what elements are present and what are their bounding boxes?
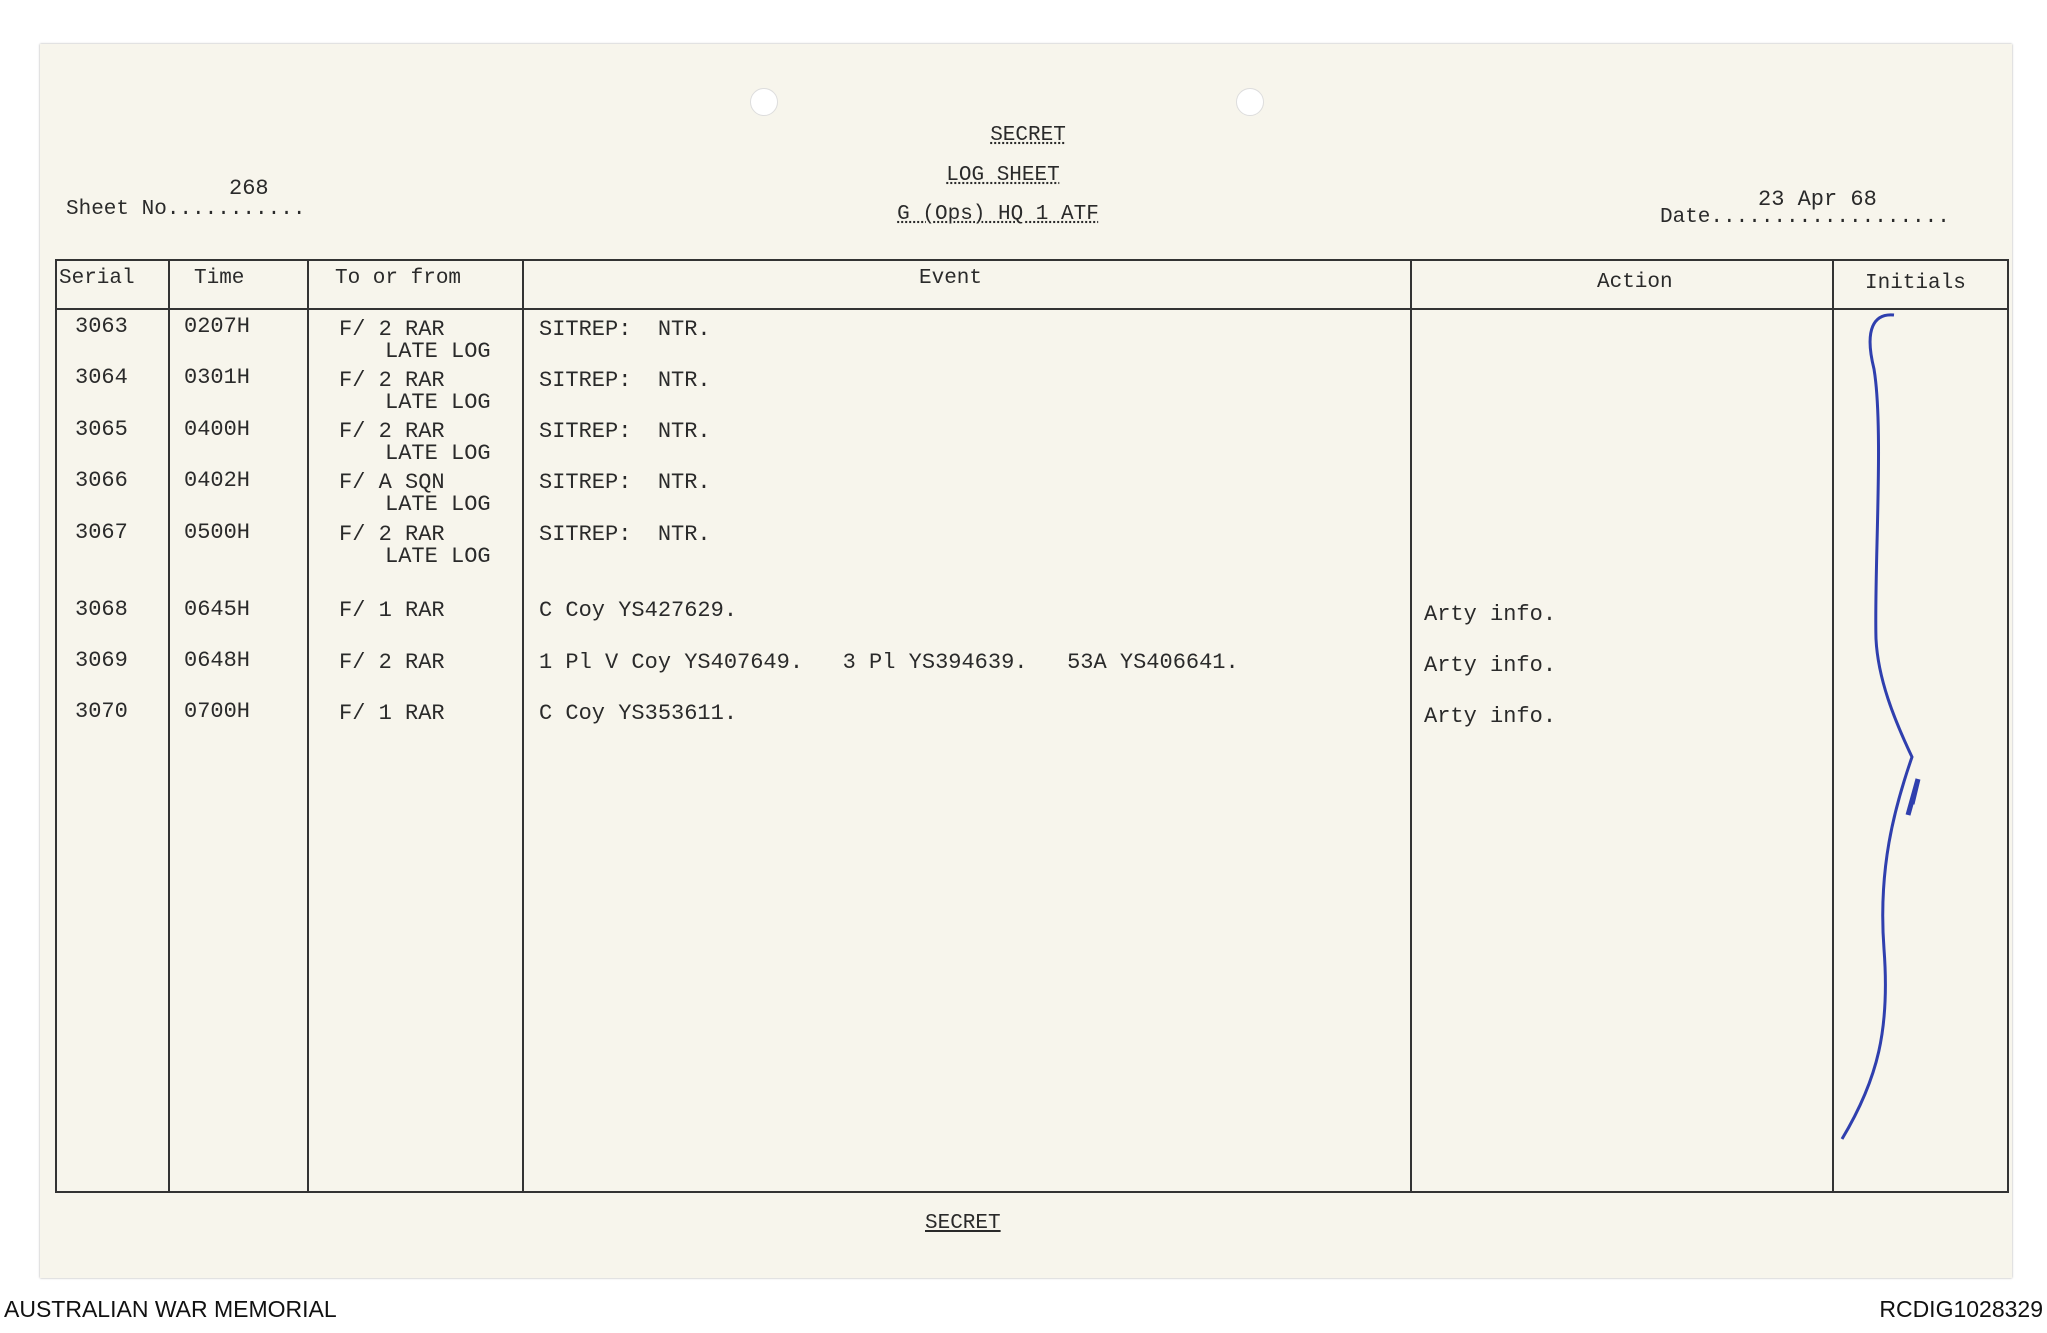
initials-brace-mark bbox=[1834, 309, 2004, 1189]
event-cell: SITREP: NTR. bbox=[539, 470, 711, 495]
date-label: Date. bbox=[1660, 206, 1724, 229]
punch-hole bbox=[750, 88, 778, 116]
from-cell: F/ 2 RAR bbox=[339, 368, 445, 393]
serial-cell: 3067 bbox=[75, 520, 128, 545]
date-field bbox=[1660, 187, 1950, 229]
from-cell: F/ 1 RAR bbox=[339, 701, 445, 726]
brace-icon bbox=[1842, 315, 1912, 1139]
from-note: LATE LOG bbox=[385, 390, 491, 415]
from-cell: F/ 2 RAR bbox=[339, 317, 445, 342]
column-divider bbox=[168, 261, 170, 1191]
event-cell: SITREP: NTR. bbox=[539, 522, 711, 547]
serial-cell: 3063 bbox=[75, 314, 128, 339]
action-cell: Arty info. bbox=[1424, 653, 1557, 678]
from-cell: F/ 1 RAR bbox=[339, 598, 445, 623]
col-header-time: Time bbox=[194, 267, 245, 290]
column-divider bbox=[307, 261, 309, 1191]
time-cell: 0402H bbox=[184, 468, 251, 493]
from-cell: F/ 2 RAR bbox=[339, 522, 445, 547]
from-note: LATE LOG bbox=[385, 339, 491, 364]
from-cell: F/ A SQN bbox=[339, 470, 445, 495]
log-table bbox=[55, 259, 2009, 1193]
serial-cell: 3068 bbox=[75, 597, 128, 622]
from-cell: F/ 2 RAR bbox=[339, 419, 445, 444]
sheet-number-label: Sheet No. bbox=[66, 198, 180, 221]
record-id: RCDIG1028329 bbox=[1879, 1296, 2043, 1322]
event-cell: C Coy YS353611. bbox=[539, 701, 738, 726]
col-header-event: Event bbox=[919, 267, 983, 290]
event-cell: SITREP: NTR. bbox=[539, 317, 711, 342]
event-cell: SITREP: NTR. bbox=[539, 368, 711, 393]
from-cell: F/ 2 RAR bbox=[339, 650, 445, 675]
serial-cell: 3064 bbox=[75, 365, 128, 390]
from-note: LATE LOG bbox=[385, 492, 491, 517]
date-dots: .................. bbox=[1723, 206, 1950, 229]
event-cell: SITREP: NTR. bbox=[539, 419, 711, 444]
header-rule bbox=[57, 308, 2007, 310]
column-divider bbox=[522, 261, 524, 1191]
serial-cell: 3070 bbox=[75, 699, 128, 724]
punch-hole bbox=[1236, 88, 1264, 116]
date-value: 23 Apr 68 bbox=[1758, 187, 1877, 212]
sheet-number-dots: .......... bbox=[179, 198, 306, 221]
serial-cell: 3066 bbox=[75, 468, 128, 493]
serial-cell: 3065 bbox=[75, 417, 128, 442]
event-cell: C Coy YS427629. bbox=[539, 598, 738, 623]
event-cell: 1 Pl V Coy YS407649. 3 Pl YS394639. 53A YS406641. bbox=[539, 650, 1239, 675]
time-cell: 0700H bbox=[184, 699, 251, 724]
time-cell: 0400H bbox=[184, 417, 251, 442]
time-cell: 0645H bbox=[184, 597, 251, 622]
classification-top: SECRET bbox=[990, 124, 1066, 147]
col-header-to-or-from: To or from bbox=[335, 267, 462, 290]
unit-heading: G (Ops) HQ 1 ATF bbox=[897, 203, 1099, 226]
time-cell: 0207H bbox=[184, 314, 251, 339]
action-cell: Arty info. bbox=[1424, 704, 1557, 729]
time-cell: 0648H bbox=[184, 648, 251, 673]
sheet-number-field bbox=[66, 176, 306, 221]
col-header-action: Action bbox=[1597, 271, 1673, 294]
time-cell: 0301H bbox=[184, 365, 251, 390]
action-cell: Arty info. bbox=[1424, 602, 1557, 627]
col-header-serial: Serial bbox=[59, 267, 135, 290]
col-header-initials: Initials bbox=[1865, 272, 1966, 295]
classification-bottom: SECRET bbox=[925, 1212, 1001, 1235]
document-title: LOG SHEET bbox=[946, 164, 1060, 187]
tick-icon bbox=[1908, 779, 1918, 815]
time-cell: 0500H bbox=[184, 520, 251, 545]
column-divider bbox=[1410, 261, 1412, 1191]
archive-credit: AUSTRALIAN WAR MEMORIAL bbox=[4, 1296, 337, 1322]
sheet-number-value: 268 bbox=[229, 176, 269, 201]
from-note: LATE LOG bbox=[385, 441, 491, 466]
serial-cell: 3069 bbox=[75, 648, 128, 673]
from-note: LATE LOG bbox=[385, 544, 491, 569]
